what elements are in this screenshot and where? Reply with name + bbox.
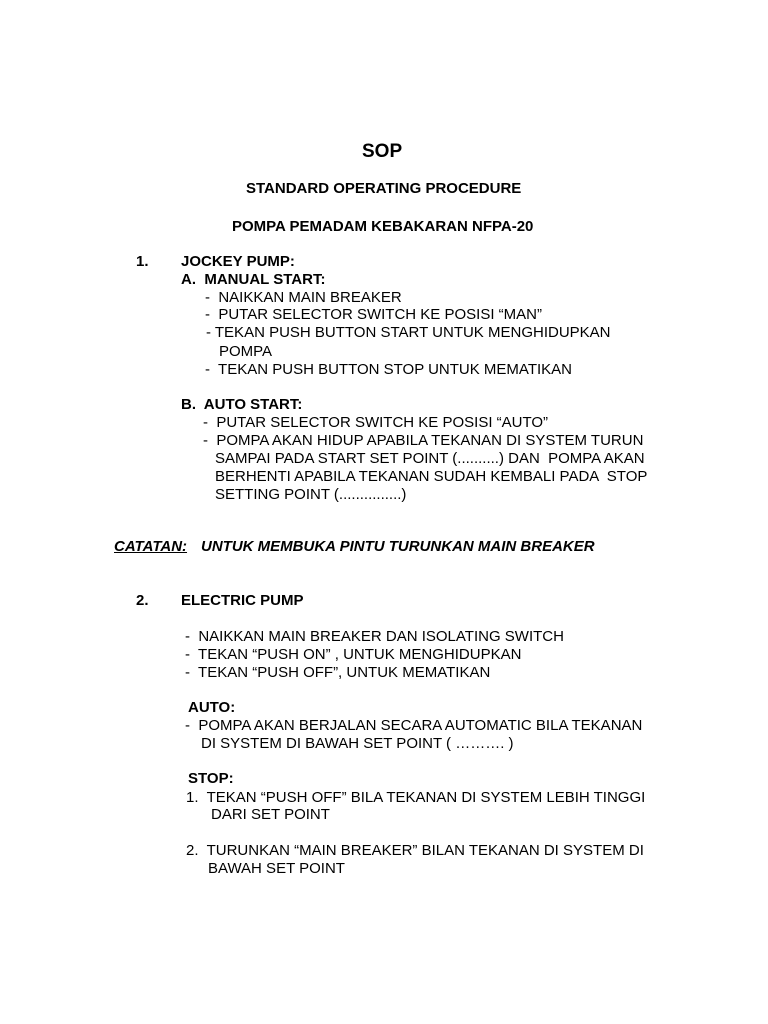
stop-label: STOP: (188, 770, 234, 787)
manual-start-line: - PUTAR SELECTOR SWITCH KE POSISI “MAN” (205, 306, 542, 323)
stop-item: 1. TEKAN “PUSH OFF” BILA TEKANAN DI SYSTEM LEBIH TINGGI (186, 789, 646, 806)
auto-line: DI SYSTEM DI BAWAH SET POINT ( ………. ) (201, 735, 514, 752)
section-1-number: 1. (136, 253, 149, 270)
auto-start-line: BERHENTI APABILA TEKANAN SUDAH KEMBALI PADA STOP (215, 468, 648, 485)
section-1-title: JOCKEY PUMP: (181, 253, 295, 270)
document-heading: POMPA PEMADAM KEBAKARAN NFPA-20 (232, 218, 534, 235)
manual-start-label: A. MANUAL START: (181, 271, 326, 288)
stop-item: 2. TURUNKAN “MAIN BREAKER” BILAN TEKANAN DI SYSTEM DI (186, 842, 644, 859)
electric-pump-line: - TEKAN “PUSH ON” , UNTUK MENGHIDUPKAN (185, 646, 522, 663)
manual-start-line: - NAIKKAN MAIN BREAKER (205, 289, 402, 306)
manual-start-line: - TEKAN PUSH BUTTON STOP UNTUK MEMATIKAN (205, 361, 572, 378)
auto-start-label: B. AUTO START: (181, 396, 303, 413)
auto-start-line: - POMPA AKAN HIDUP APABILA TEKANAN DI SYSTEM TURUN (203, 432, 644, 449)
document-subtitle: STANDARD OPERATING PROCEDURE (246, 180, 522, 197)
electric-pump-line: - NAIKKAN MAIN BREAKER DAN ISOLATING SWITCH (185, 628, 564, 645)
note-label: CATATAN: (114, 538, 188, 555)
section-2-title: ELECTRIC PUMP (181, 592, 304, 609)
document-title: SOP (362, 141, 403, 162)
auto-start-line: - PUTAR SELECTOR SWITCH KE POSISI “AUTO” (203, 414, 549, 431)
note-text: UNTUK MEMBUKA PINTU TURUNKAN MAIN BREAKER (201, 538, 595, 555)
stop-item: BAWAH SET POINT (208, 860, 345, 877)
auto-start-line: SAMPAI PADA START SET POINT (..........) DAN POMPA AKAN (215, 450, 645, 467)
electric-pump-line: - TEKAN “PUSH OFF”, UNTUK MEMATIKAN (185, 664, 491, 681)
auto-label: AUTO: (188, 699, 236, 716)
section-2-number: 2. (136, 592, 149, 609)
manual-start-line: POMPA (219, 343, 273, 360)
stop-item: DARI SET POINT (211, 806, 330, 823)
auto-start-line: SETTING POINT (...............) (215, 486, 407, 503)
auto-line: - POMPA AKAN BERJALAN SECARA AUTOMATIC BILA TEKANAN (185, 717, 643, 734)
manual-start-line: - TEKAN PUSH BUTTON START UNTUK MENGHIDUPKAN (206, 324, 611, 341)
